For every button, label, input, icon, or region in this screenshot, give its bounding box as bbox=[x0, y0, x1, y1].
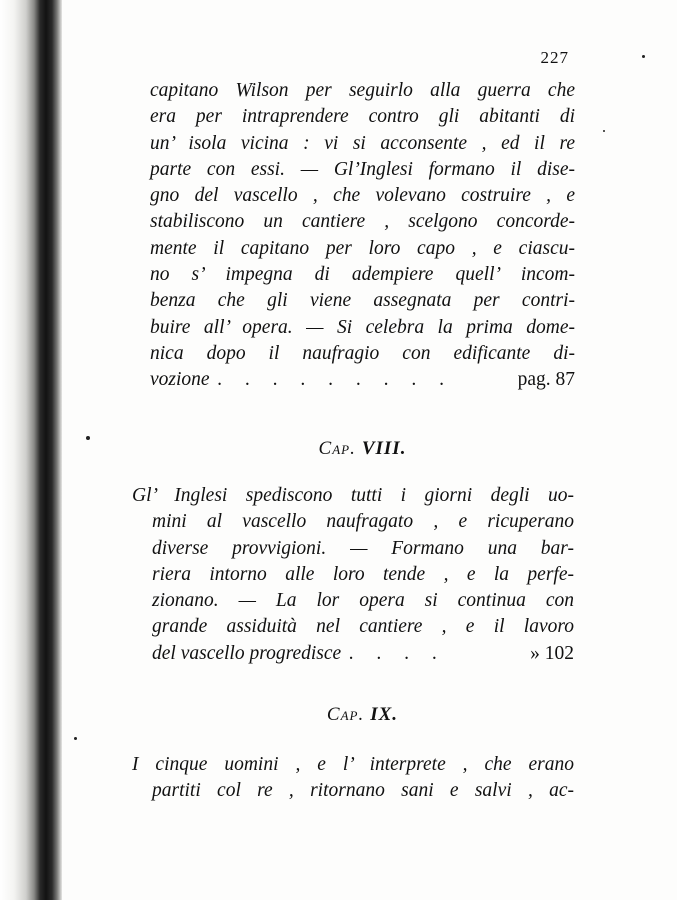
leader-dots: . . . . bbox=[349, 642, 447, 664]
text-line: I cinque uomini , e l’ interprete , che erano bbox=[132, 754, 574, 775]
leader-line bbox=[150, 367, 575, 393]
ink-speck bbox=[603, 130, 605, 132]
text-line: buire all’ opera. — Si celebra la prima dome- bbox=[150, 316, 575, 338]
text-line: diverse provvigioni. — Formano una bar- bbox=[152, 537, 574, 559]
text-line: partiti col re , ritornano sani e salvi , ac- bbox=[152, 780, 574, 802]
ink-speck bbox=[86, 436, 90, 440]
chapter-label: Cap. bbox=[326, 704, 365, 725]
leader-text: vozione bbox=[150, 369, 210, 391]
text-line: un’ isola vicina : vi si acconsente , ed il re bbox=[150, 132, 575, 154]
text-line: Gl’ Inglesi spediscono tutti i giorni degli uo- bbox=[132, 485, 574, 506]
page-number: 227 bbox=[540, 48, 569, 67]
text-line: zionano. — La lor opera si continua con bbox=[152, 590, 574, 612]
summary-block-chapter-7 bbox=[150, 78, 575, 394]
text-line: mente il capitano per loro capo , e ciascu- bbox=[150, 237, 575, 259]
text-line: mini al vascello naufragato , e ricuperano bbox=[152, 511, 574, 533]
chapter-number: IX. bbox=[370, 704, 399, 725]
text-line: parte con essi. — Gl’Inglesi formano il dise- bbox=[150, 158, 575, 180]
summary-block-chapter-9 bbox=[132, 752, 574, 805]
ink-speck bbox=[642, 55, 645, 58]
leader-text: del vascello progredisce bbox=[152, 642, 342, 664]
text-line: nica dopo il naufragio con edificante di- bbox=[150, 342, 575, 364]
chapter-label: Cap. bbox=[318, 438, 356, 459]
summary-block-chapter-8 bbox=[132, 483, 574, 667]
text-line: era per intraprendere contro gli abitanti di bbox=[150, 106, 575, 128]
chapter-number: VIII. bbox=[361, 438, 407, 459]
text-line: capitano Wilson per seguirlo alla guerra che bbox=[150, 80, 575, 101]
ink-speck bbox=[74, 737, 77, 740]
leader-dots: . . . . . . . . . bbox=[217, 369, 454, 391]
text-line: no s’ impegna di adempiere quell’ incom- bbox=[150, 264, 575, 286]
chapter-heading-8 bbox=[150, 438, 575, 460]
text-line: gno del vascello , che volevano costruire , e bbox=[150, 185, 575, 207]
text-line: riera intorno alle loro tende , e la perfe- bbox=[152, 563, 574, 585]
chapter-heading-9 bbox=[150, 704, 575, 726]
text-line: stabiliscono un cantiere , scelgono concorde- bbox=[150, 211, 575, 233]
leader-line bbox=[152, 641, 574, 667]
page-binding-shadow bbox=[0, 0, 62, 900]
text-line: benza che gli viene assegnata per contri- bbox=[150, 290, 575, 312]
page-reference: pag. 87 bbox=[517, 369, 575, 391]
page-reference: » 102 bbox=[530, 642, 574, 664]
text-line: grande assiduità nel cantiere , e il lavoro bbox=[152, 616, 574, 638]
